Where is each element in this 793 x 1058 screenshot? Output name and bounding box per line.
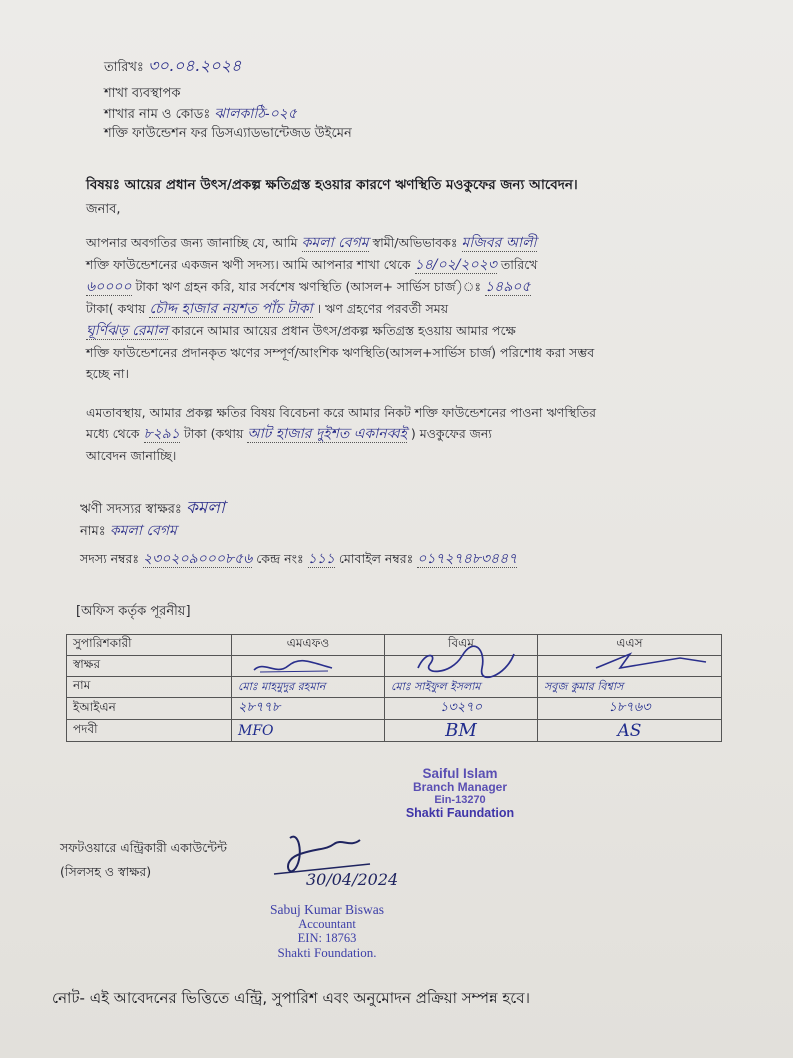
p1-line-3: ৬০০০০ টাকা ঋণ গ্রহন করি, যার সর্বশেষ ঋণস্থিতি (আসল+ সার্ভিস চার্জ)ঃ ১৪৯০৫ <box>86 279 531 295</box>
balance-handwritten: ১৪৯০৫ <box>485 279 531 295</box>
mobile-value: ০১৭২৭৪৮৩৪৪৭ <box>417 551 518 567</box>
reason-handwritten: ঘূর্ণিঝড় রেমাল <box>86 323 168 339</box>
loan-date-handwritten: ১৪/০২/২০২৩ <box>414 257 497 273</box>
p1-line-5: ঘূর্ণিঝড় রেমাল কারনে আমার আয়ের প্রধান উৎস/প্রকল্প ক্ষতিগ্রস্ত হওয়ায় আমার পক্ষে <box>86 323 516 339</box>
mfo-signature-scribble <box>250 656 340 678</box>
accountant-sign-date: 30/04/2024 <box>306 870 399 889</box>
as-signature-scribble <box>590 648 710 678</box>
bm-signature-scribble <box>410 646 520 682</box>
center-label: কেন্দ্র নংঃ <box>256 551 304 566</box>
col-recommender: সুপারিশকারী <box>67 635 232 656</box>
office-row-signature: স্বাক্ষর <box>67 656 722 677</box>
bm-seal: Saiful Islam Branch Manager Ein-13270 Shakti Faundation <box>405 766 515 820</box>
to-line: শাখা ব্যবস্থাপক <box>104 86 181 101</box>
paragraph-1 <box>86 232 726 384</box>
mobile-label: মোবাইল নম্বরঃ <box>338 551 414 566</box>
accountant-seal-label: (সিলসহ ও স্বাক্ষর) <box>60 864 152 879</box>
col-mfo: এমএফও <box>232 635 385 656</box>
member-name-value: কমলা বেগম <box>109 523 177 539</box>
date-label: তারিখঃ <box>104 60 144 75</box>
office-row-ein: ইআইএন ২৮৭৭৮ ১৩২৭০ ১৮৭৬৩ <box>67 698 722 720</box>
col-as: এএস <box>538 635 722 656</box>
accountant-seal: Sabuj Kumar Biswas Accountant EIN: 18763 Shakti Foundation. <box>270 902 384 960</box>
p1-line-2: শক্তি ফাউন্ডেশনের একজন ঋণী সদস্য। আমি আপনার শাখা থেকে ১৪/০২/২০২৩ তারিখে <box>86 257 538 273</box>
p2-line-2: মধ্যে থেকে ৮২৯১ টাকা (কথায় আট হাজার দুইশত একানব্বই ) মওকুফের জন্য <box>86 426 492 442</box>
p2-line-1: এমতাবস্থায়, আমার প্রকল্প ক্ষতির বিষয় বিবেচনা করে আমার নিকট শক্তি ফাউন্ডেশনের পাওনা ঋণস্থিতির <box>86 405 597 420</box>
branch-label: শাখার নাম ও কোডঃ <box>104 107 211 122</box>
waiver-words-handwritten: আট হাজার দুইশত একানব্বই <box>247 426 407 442</box>
balance-words-handwritten: চৌদ্দ হাজার নয়শত পাঁচ টাকা <box>149 301 313 317</box>
date-value: ৩০.০৪.২০২৪ <box>148 56 242 75</box>
member-name-handwritten: কমলা বেগম <box>301 235 369 251</box>
member-name-line <box>80 523 177 540</box>
accountant-label: সফটওয়ারে এন্ট্রিকারী একাউন্টেন্ট <box>60 840 227 855</box>
p1-line-7: হচ্ছে না। <box>86 366 129 381</box>
waiver-amount-handwritten: ৮২৯১ <box>143 426 180 442</box>
center-value: ১১১ <box>307 551 335 567</box>
office-heading: [অফিস কর্তৃক পূরনীয়] <box>76 604 191 619</box>
p1-line-6: শক্তি ফাউন্ডেশনের প্রদানকৃত ঋণের সম্পূর্ণ/আংশিক ঋণস্থিতি(আসল+সার্ভিস চার্জ) পরিশোধ করা সম্ভব <box>86 345 595 360</box>
member-sign-label: ঋণী সদস্যর স্বাক্ষরঃ <box>80 502 182 517</box>
p1-line-4: টাকা( কথায় চৌদ্দ হাজার নয়শত পাঁচ টাকা । ঋণ গ্রহণের পরবর্তী সময় <box>86 301 449 317</box>
member-no-label: সদস্য নম্বরঃ <box>80 551 140 566</box>
p1-line-1: আপনার অবগতির জন্য জানাচ্ছি যে, আমি কমলা বেগম স্বামী/অভিভাবকঃ মজিবর আলী <box>86 235 537 251</box>
salutation: জনাব, <box>86 202 121 217</box>
date-line <box>104 58 241 76</box>
member-no-value: ২৩০২০৯০০০৮৫৬ <box>143 551 253 567</box>
guardian-handwritten: মজিবর আলী <box>461 235 537 251</box>
loan-amount-handwritten: ৬০০০০ <box>86 279 132 295</box>
subject-line: বিষয়ঃ আয়ের প্রধান উৎস/প্রকল্প ক্ষতিগ্রস্ত হওয়ার কারণে ঋণস্থিতি মওকুফের জন্য আবেদন। <box>86 177 578 193</box>
footer-note: নোট- এই আবেদনের ভিত্তিতে এন্ট্রি, সুপারিশ এবং অনুমোদন প্রক্রিয়া সম্পন্ন হবে। <box>52 989 530 1007</box>
paragraph-2 <box>86 402 726 466</box>
p2-line-3: আবেদন জানাচ্ছি। <box>86 448 177 463</box>
member-number-line <box>80 551 517 567</box>
org-line: শক্তি ফাউন্ডেশন ফর ডিসএ্যাডভান্টেজড উইমেন <box>104 126 352 141</box>
branch-line <box>104 106 297 123</box>
member-signature: কমলা <box>185 498 225 518</box>
office-row-designation: পদবী MFO BM AS <box>67 720 722 742</box>
member-signature-line <box>80 500 225 518</box>
member-name-label: নামঃ <box>80 524 106 539</box>
office-row-name: নাম মোঃ মাহমুদুর রহমান মোঃ সাইফুল ইসলাম সবুজ কুমার বিশ্বাস <box>67 677 722 698</box>
branch-value: ঝালকাঠি-০২৫ <box>214 106 297 122</box>
col-bm: বিএম <box>385 635 538 656</box>
